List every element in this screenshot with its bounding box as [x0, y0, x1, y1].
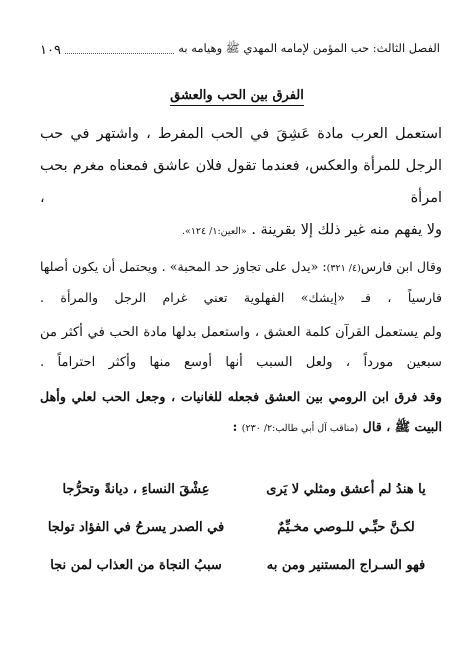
- header-dotted-leader: [65, 52, 174, 54]
- page-header: [40, 40, 440, 58]
- paragraph-2-citation: (٤/ ٣٢١): [326, 263, 361, 274]
- paragraph-1-citation: «العين:١/ ١٢٤».: [181, 226, 247, 237]
- paragraph-1: [40, 118, 442, 214]
- poem-verse: [40, 470, 442, 508]
- paragraph-4-line-1: وقد فرق ابن الرومي بين العشق فجعله للغانيات ، وجعل الحب لعلي: [71, 389, 442, 404]
- poem: [40, 470, 442, 584]
- body-text: [40, 118, 442, 444]
- poem-verse: [40, 508, 442, 546]
- paragraph-3: [40, 318, 442, 378]
- paragraph-4-line-2-end: :: [232, 419, 238, 434]
- paragraph-4-line-2-lead: وأهل البيت ﷺ ، قال: [40, 389, 442, 434]
- section-title-text: الفرق بين الحب والعشق: [170, 88, 304, 106]
- poem-verse-first-hemistich: يا هندُ لم أعشق ومثلي لا يَرى: [266, 481, 426, 497]
- paragraph-2-lead: وقال ابن فارس: [360, 259, 442, 274]
- page-number: ١٠٩: [40, 43, 61, 58]
- paragraph-1-last-line: [40, 214, 442, 248]
- poem-verse-second-hemistich: في الصدر يسرحُ في الفؤاد تولجا: [47, 519, 225, 535]
- paragraph-3-line-1: ولم يستعمل القرآن كلمة العشق ، واستعمل بدلها مادة الحب في أكثر: [61, 325, 442, 340]
- poem-verse-second-hemistich: عِشْقَ النساءِ ، ديانةً وتحرُّجا: [62, 481, 210, 497]
- poem-verse-first-hemistich: فهو السـراج المستنير ومن به: [266, 557, 426, 573]
- paragraph-3-line-2: من سبعين مورداً ، ولعل السبب أنها أوسع منها وأكثر احتراماً .: [40, 325, 442, 370]
- paragraph-4: [40, 382, 442, 444]
- paragraph-2-line-2: يكون أصلها فارسياً ، فـ «إيشك» الفهلوية تعني غرام الرجل والمرأة .: [40, 259, 442, 305]
- section-title: [0, 88, 474, 103]
- paragraph-2-quote: : «يدل على تجاوز حد المحبة» . ويحتمل أن: [102, 259, 327, 274]
- poem-verse: [40, 546, 442, 584]
- poem-verse-second-hemistich: سببُ النجاة من العذاب لمن نجا: [50, 557, 222, 573]
- poem-verse-first-hemistich: لكـنَّ حبِّـي للـوصي مخـيِّمٌ: [277, 519, 415, 535]
- paragraph-1-line-3: ولا يفهم منه غير ذلك إلا بقرينة .: [251, 222, 442, 238]
- paragraph-1-line-2: للمرأة والعكس، فعندما تقول فلان عاشق فمعناه مغرم بحب امرأة ،: [40, 158, 442, 206]
- running-head: الفصل الثالث: حب المؤمن لإمامه المهدي ﷺ وهيامه به: [178, 41, 440, 55]
- paragraph-4-citation: (مناقب آل أبي طالب:٢/ ٢٣٠): [241, 423, 359, 434]
- paragraph-2: [40, 252, 442, 312]
- paragraph-1-line-1: استعمل العرب مادة عَشِقَ في الحب المفرط ، واشتهر في حب الرجل: [40, 126, 442, 174]
